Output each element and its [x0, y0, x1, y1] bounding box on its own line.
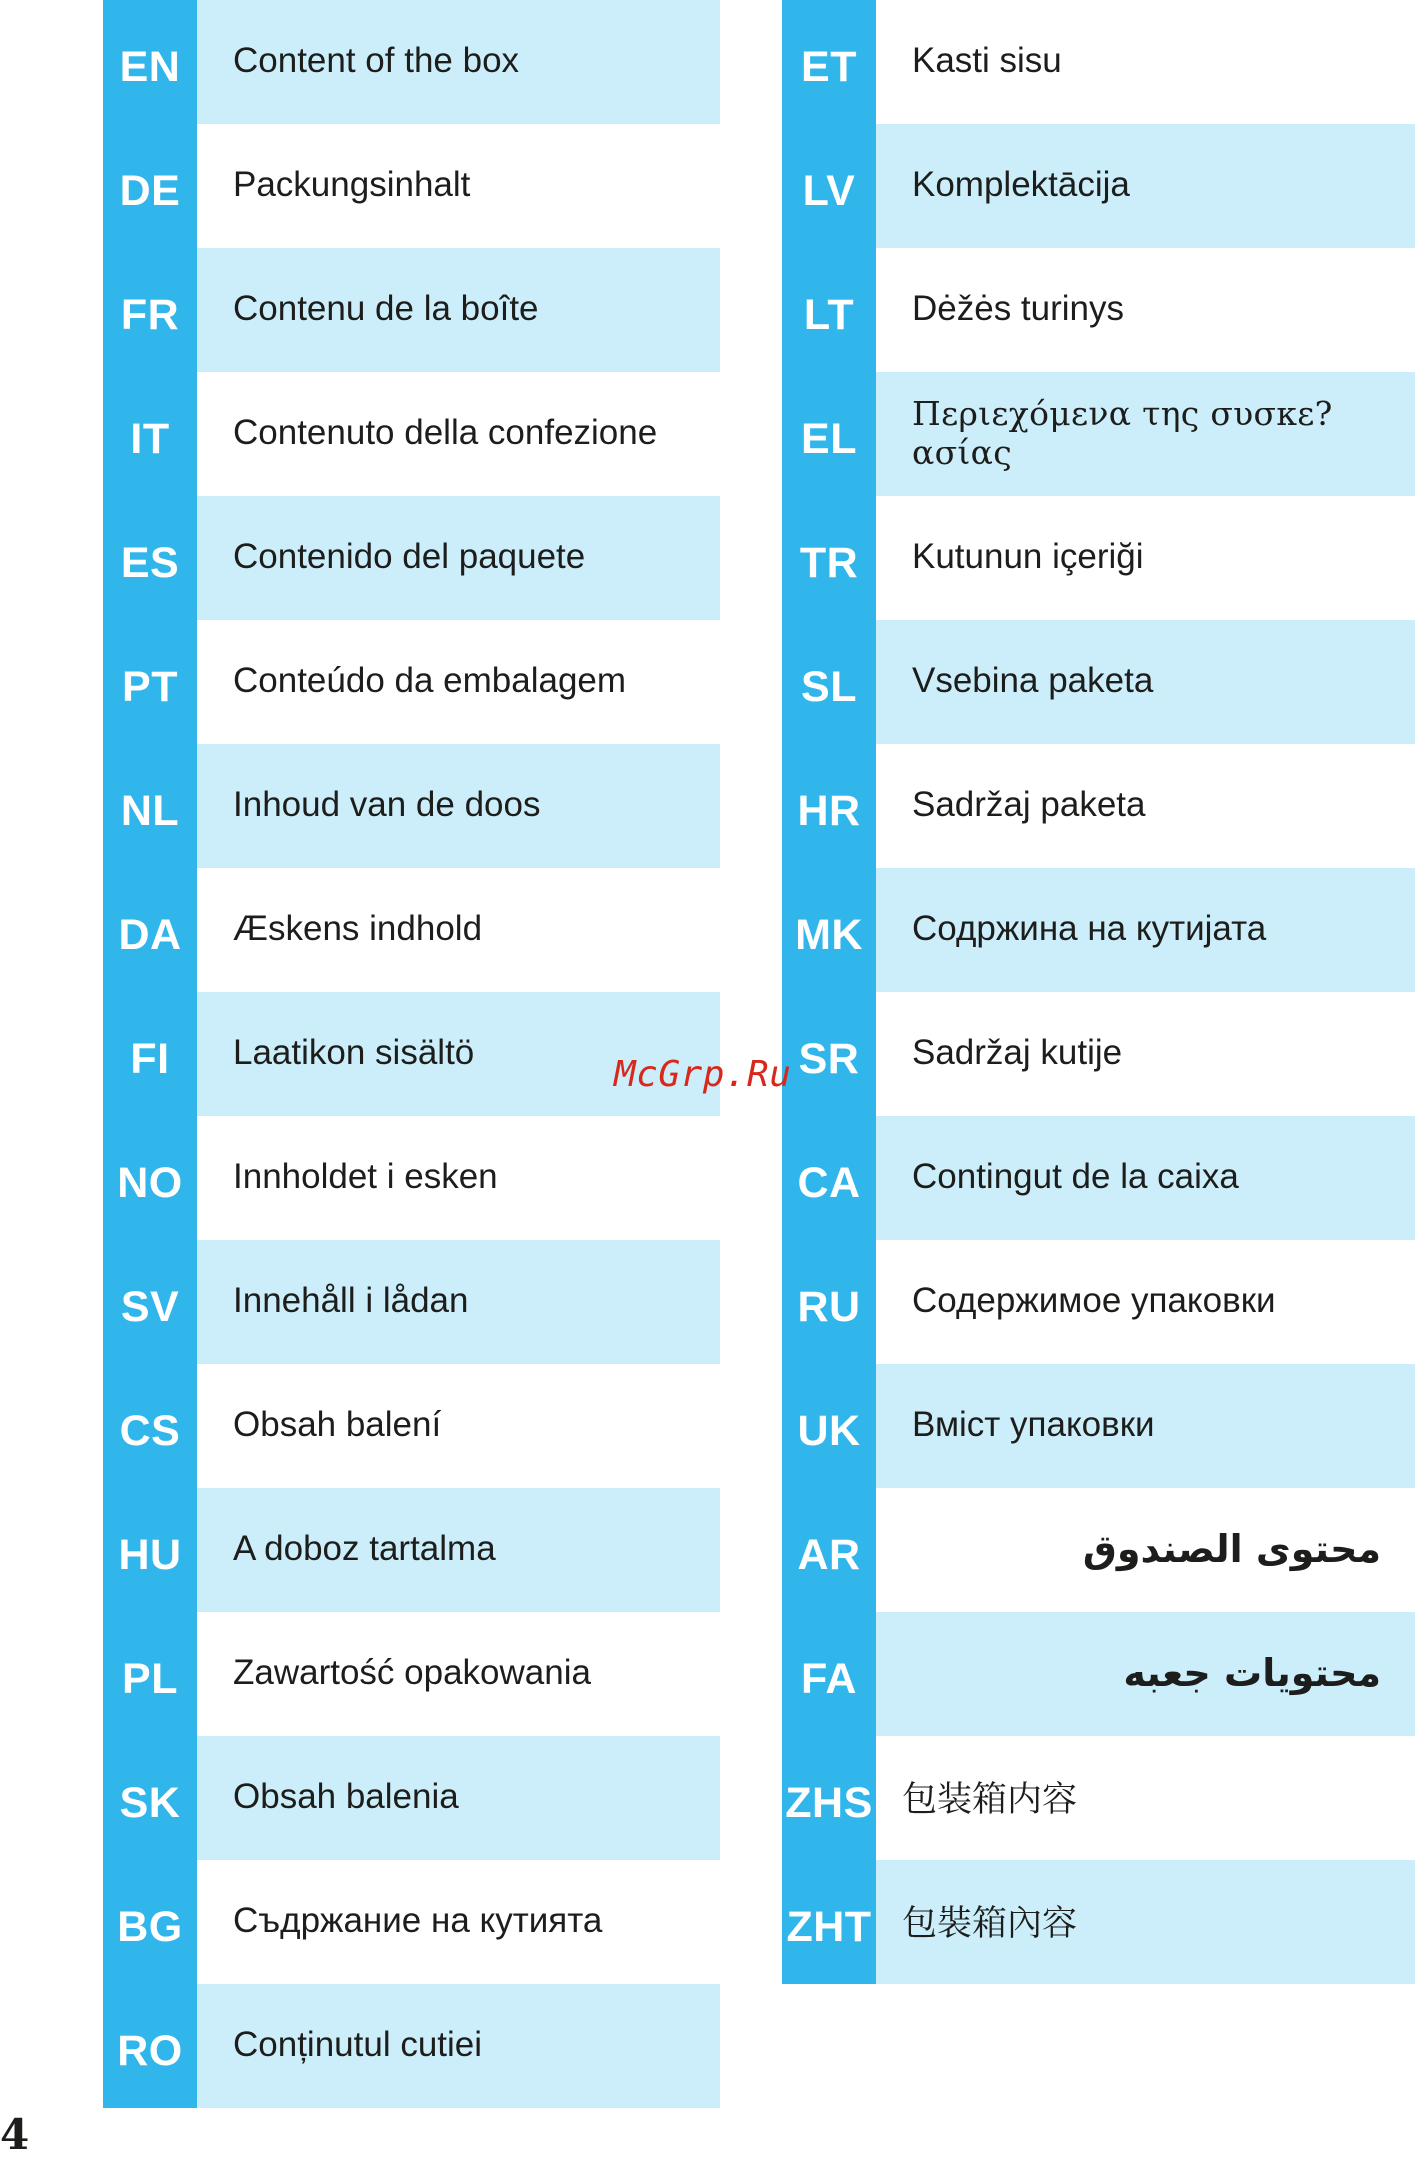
language-row-pl — [103, 1612, 720, 1736]
language-code: EN — [103, 0, 197, 124]
language-row-ar — [782, 1488, 1415, 1612]
translation-text: Dėžės turinys — [876, 248, 1415, 372]
translation-text: Περιεχόμενα της συσκε?ασίας — [876, 372, 1415, 496]
language-code: TR — [782, 496, 876, 620]
language-row-hr — [782, 744, 1415, 868]
language-code: MK — [782, 868, 876, 992]
translation-text: Laatikon sisältö — [197, 992, 720, 1116]
language-row-et — [782, 0, 1415, 124]
translation-text: Content of the box — [197, 0, 720, 124]
language-code: SK — [103, 1736, 197, 1860]
language-code: EL — [782, 372, 876, 496]
language-code: PL — [103, 1612, 197, 1736]
page-number: 4 — [0, 2110, 30, 2159]
language-row-sk — [103, 1736, 720, 1860]
translation-text: Innehåll i lådan — [197, 1240, 720, 1364]
language-code: BG — [103, 1860, 197, 1984]
language-code: NO — [103, 1116, 197, 1240]
language-code: NL — [103, 744, 197, 868]
translation-text: A doboz tartalma — [197, 1488, 720, 1612]
language-code: FA — [782, 1612, 876, 1736]
translation-text: Conținutul cutiei — [197, 1984, 720, 2108]
language-code: RU — [782, 1240, 876, 1364]
language-row-sl — [782, 620, 1415, 744]
language-code: HR — [782, 744, 876, 868]
language-row-ca — [782, 1116, 1415, 1240]
translation-text: Вміст упаковки — [876, 1364, 1415, 1488]
language-code: PT — [103, 620, 197, 744]
translation-text: Innholdet i esken — [197, 1116, 720, 1240]
translation-text: Contenu de la boîte — [197, 248, 720, 372]
language-code: AR — [782, 1488, 876, 1612]
language-row-fr — [103, 248, 720, 372]
language-row-lt — [782, 248, 1415, 372]
language-row-hu — [103, 1488, 720, 1612]
language-row-sv — [103, 1240, 720, 1364]
language-row-mk — [782, 868, 1415, 992]
translation-text: Kutunun içeriği — [876, 496, 1415, 620]
language-code: RO — [103, 1984, 197, 2108]
language-code: ES — [103, 496, 197, 620]
translation-text: Contenido del paquete — [197, 496, 720, 620]
language-code: SL — [782, 620, 876, 744]
translation-text: Zawartość opakowania — [197, 1612, 720, 1736]
language-code: SV — [103, 1240, 197, 1364]
language-code: LT — [782, 248, 876, 372]
language-row-nl — [103, 744, 720, 868]
translation-text: 包裝箱內容 — [876, 1860, 1415, 1984]
language-row-cs — [103, 1364, 720, 1488]
language-code: IT — [103, 372, 197, 496]
language-code: ZHS — [782, 1736, 876, 1860]
language-row-da — [103, 868, 720, 992]
translation-text: محتوى الصندوق — [876, 1488, 1415, 1612]
translation-text: Conteúdo da embalagem — [197, 620, 720, 744]
language-code: SR — [782, 992, 876, 1116]
language-row-bg — [103, 1860, 720, 1984]
language-row-uk — [782, 1364, 1415, 1488]
translation-text: Съдржание на кутията — [197, 1860, 720, 1984]
translation-text: Kasti sisu — [876, 0, 1415, 124]
translation-text: Содржина на кутијата — [876, 868, 1415, 992]
language-row-ro — [103, 1984, 720, 2108]
translation-text: Æskens indhold — [197, 868, 720, 992]
language-row-sr — [782, 992, 1415, 1116]
language-row-zhs — [782, 1736, 1415, 1860]
translation-text: محتويات جعبه — [876, 1612, 1415, 1736]
translation-text: Komplektācija — [876, 124, 1415, 248]
language-row-el — [782, 372, 1415, 496]
language-code: HU — [103, 1488, 197, 1612]
language-code: CS — [103, 1364, 197, 1488]
language-code: UK — [782, 1364, 876, 1488]
translation-text: Inhoud van de doos — [197, 744, 720, 868]
language-code: ZHT — [782, 1860, 876, 1984]
language-row-lv — [782, 124, 1415, 248]
language-code: CA — [782, 1116, 876, 1240]
language-row-es — [103, 496, 720, 620]
language-row-tr — [782, 496, 1415, 620]
language-code: LV — [782, 124, 876, 248]
language-code: FR — [103, 248, 197, 372]
language-row-en — [103, 0, 720, 124]
language-row-ru — [782, 1240, 1415, 1364]
watermark-text: McGrp.Ru — [614, 1054, 792, 1095]
translation-text: Obsah balenia — [197, 1736, 720, 1860]
translation-text: Sadržaj kutije — [876, 992, 1415, 1116]
language-list-right — [782, 0, 1415, 1984]
language-code: FI — [103, 992, 197, 1116]
translation-text: Contenuto della confezione — [197, 372, 720, 496]
translation-text: Packungsinhalt — [197, 124, 720, 248]
language-row-no — [103, 1116, 720, 1240]
language-row-de — [103, 124, 720, 248]
language-row-zht — [782, 1860, 1415, 1984]
translation-text: Sadržaj paketa — [876, 744, 1415, 868]
translation-text: Contingut de la caixa — [876, 1116, 1415, 1240]
language-code: ET — [782, 0, 876, 124]
language-code: DA — [103, 868, 197, 992]
language-row-it — [103, 372, 720, 496]
translation-text: Содержимое упаковки — [876, 1240, 1415, 1364]
language-code: DE — [103, 124, 197, 248]
translation-text: Vsebina paketa — [876, 620, 1415, 744]
translation-text: Obsah balení — [197, 1364, 720, 1488]
translation-text: 包装箱内容 — [876, 1736, 1415, 1860]
language-row-pt — [103, 620, 720, 744]
language-row-fa — [782, 1612, 1415, 1736]
